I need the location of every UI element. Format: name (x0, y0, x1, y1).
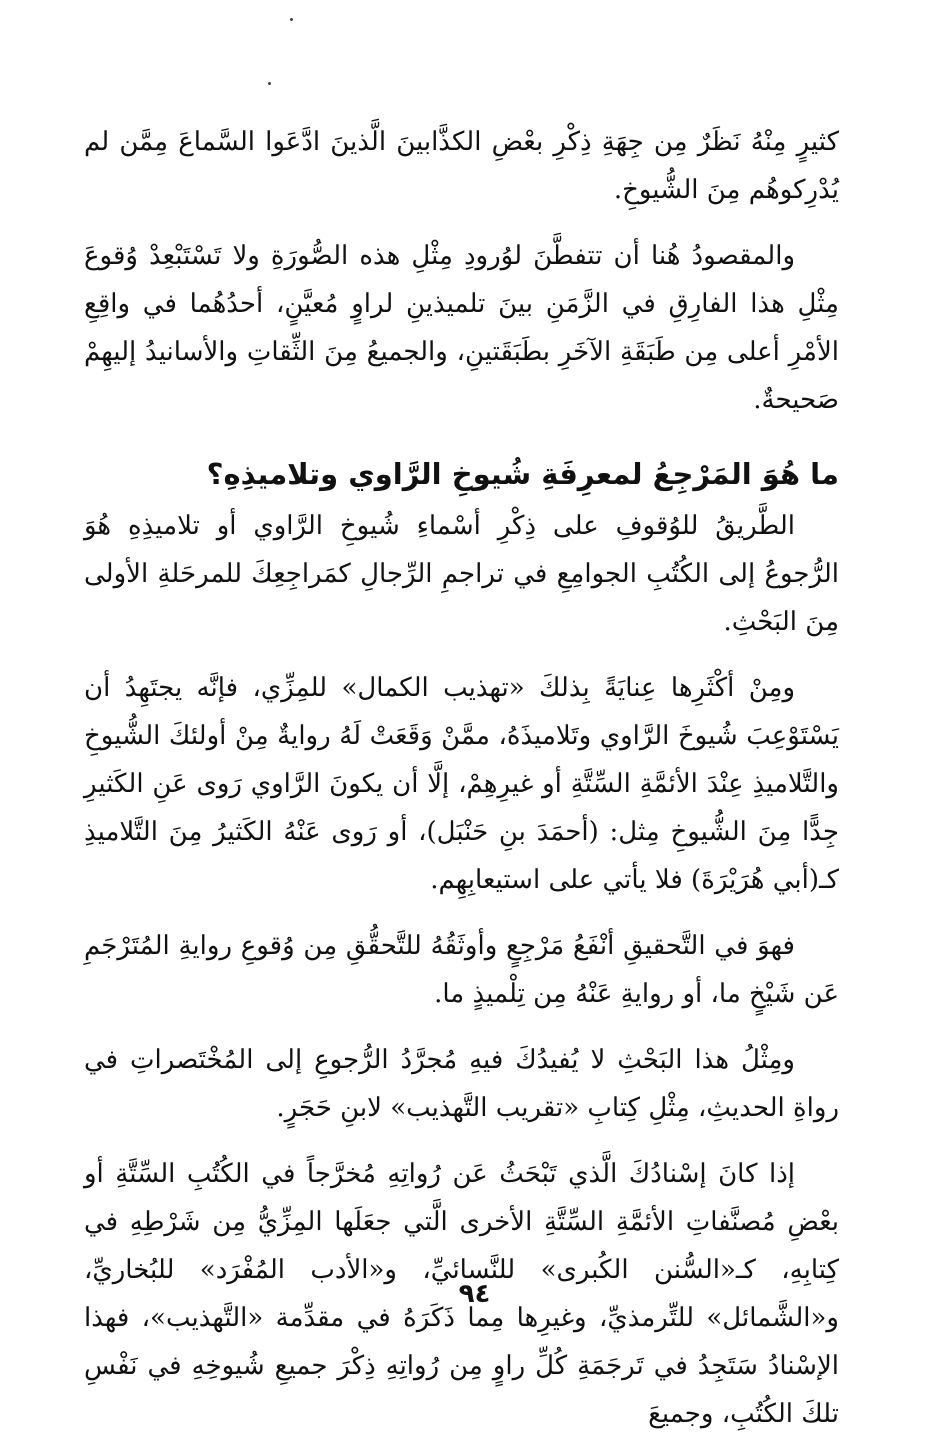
scan-speck (268, 82, 271, 85)
paragraph-gap (84, 904, 839, 922)
page-body (84, 118, 839, 1438)
paragraph-gap (84, 646, 839, 664)
paragraph-gap (84, 1132, 839, 1150)
paragraph: فهوَ في التَّحقيقِ أنْفَعُ مَرْجِعٍ وأوثَقُهُ للتَّحقُّقِ مِن وُقوعِ روايةِ المُتَرْجَمِ عَن شَيْخٍ ما، أو روايةِ عَنْهُ مِن تِلْميذٍ ما. (84, 931, 839, 1009)
paragraph: كثيرٍ مِنْهُ نَظَرٌ مِن جِهَةِ ذِكْرِ بعْضِ الكذَّابينَ الَّذينَ ادَّعَوا السَّماعَ مِمَّن لم يُدْرِكوهُم مِنَ الشُّيوخِ. (84, 127, 839, 205)
scan-speck (290, 18, 293, 21)
section-heading: ما هُوَ المَرْجِعُ لمعرِفَةِ شُيوخِ الرَّاوي وتلاميذِهِ؟ (206, 457, 839, 491)
paragraph: إذا كانَ إسْنادُكَ الَّذي تَبْحَثُ عَن رُواتِهِ مُخرَّجاً في الكُتُبِ السِّتَّةِ أو بعْضِ مُصنَّفاتِ الأئمَّةِ السِّتَّةِ الأخرى الَّتي جعَلَها المِزِّيُّ مِن شَرْطِهِ في كِتابِهِ، كـ«السُّنن الكُبرى» للنَّسائيِّ، و«الأدب المُفْرَد» للبُخاريِّ، و«الشَّمائل» للتِّرمذيِّ، وغيرِها مِما ذَكَرَهُ في مقدِّمة «التَّهذيب»، فهذا الإسْنادُ سَتَجِدُ في تَرجَمَةِ كُلِّ راوٍ مِن رُواتِهِ ذِكْرَ جميعِ شُيوخِهِ في نَفْسِ تلكَ الكُتُبِ، وجميعَ (84, 1159, 839, 1429)
paragraph-gap (84, 1018, 839, 1036)
paragraph: ومِنْ أكْثَرِها عِنايَةً بِذلكَ «تهذيب الكمال» للمِزِّي، فإنَّه يجتَهِدُ أن يَسْتَوْعِبَ شُيوخَ الرَّاوي وتَلاميذَهُ، ممَّنْ وَقَعَتْ لَهُ روايةٌ مِنْ أولئكَ الشُّيوخِ والتَّلاميذِ عِنْدَ الأئمَّةِ السِّتَّةِ أو غيرِهِمْ، إلَّا أن يكونَ الرَّاوي رَوى عَنِ الكَثيرِ جِدًّا مِنَ الشُّيوخِ مِثل: (أحمَدَ بنِ حَنْبَل)، أو رَوى عَنْهُ الكَثيرُ مِنَ التَّلاميذِ كـ(أبي هُرَيْرَةَ) فلا يأتي على استيعابِهِم. (84, 673, 839, 895)
paragraph: والمقصودُ هُنا أن تتفطَّنَ لوُرودِ مِثْلِ هذه الصُّورَةِ ولا تَسْتَبْعِدْ وُقوعَ مِثْلِ هذا الفارِقِ في الزَّمَنِ بينَ تلميذينِ لراوٍ مُعيَّنٍ، أحدُهُما في واقِعِ الأمْرِ أعلى مِن طَبَقَةِ الآخَرِ بطَبَقَتينِ، والجميعُ مِنَ الثِّقاتِ والأسانيدُ إليهِمْ صَحيحةٌ. (84, 241, 839, 415)
paragraph: الطَّريقُ للوُقوفِ على ذِكْرِ أسْماءِ شُيوخِ الرَّاوي أو تلاميذِهِ هُوَ الرُّجوعُ إلى الكُتُبِ الجوامِعِ في تراجمِ الرِّجالِ كمَراجِعِكَ للمرحَلةِ الأولى مِنَ البَحْثِ. (84, 511, 839, 637)
paragraph: ومِثْلُ هذا البَحْثِ لا يُفيدُكَ فيهِ مُجرَّدُ الرُّجوعِ إلى المُخْتَصراتِ في رواةِ الحديثِ، مِثْلِ كِتابِ «تقريب التَّهذيب» لابنِ حَجَرٍ. (84, 1045, 839, 1123)
paragraph-gap (84, 424, 839, 446)
paragraph-gap (84, 214, 839, 232)
page-number: ٩٤ (458, 1279, 491, 1309)
